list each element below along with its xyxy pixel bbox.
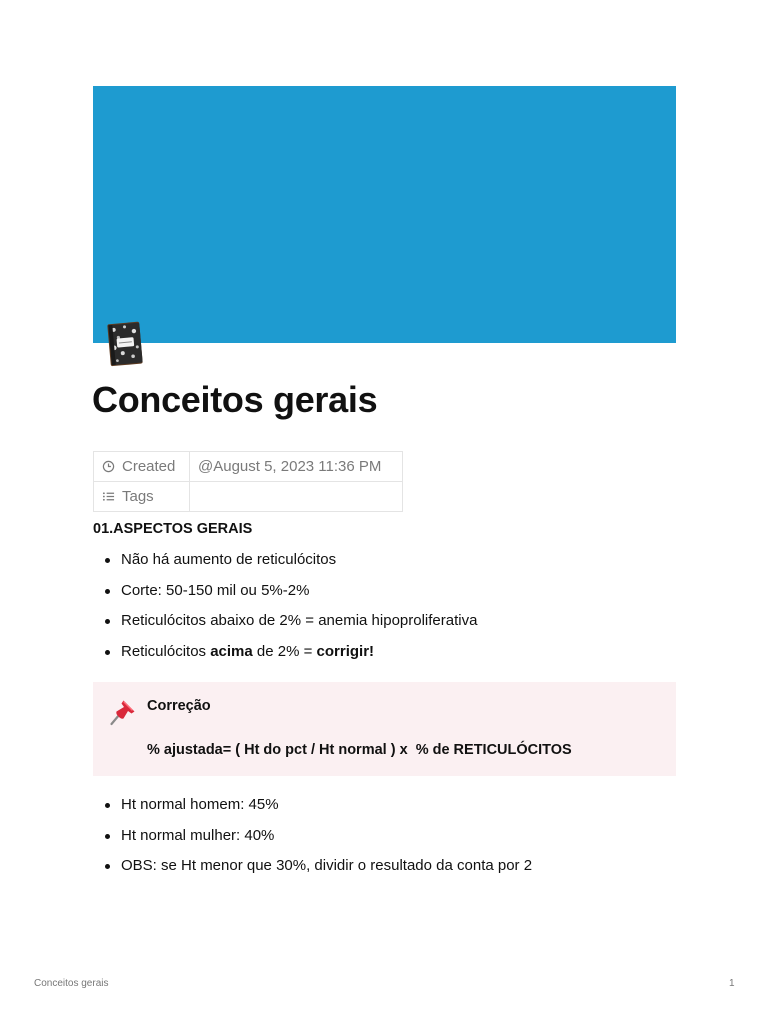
list-item — [93, 641, 477, 672]
callout-title: Correção — [147, 698, 211, 714]
bold-text: corrigir! — [316, 643, 375, 661]
callout-formula: % ajustada= ( Ht do pct / Ht normal ) x % de RETICULÓCITOS — [147, 742, 572, 758]
list-item: Corte: 50-150 mil ou 5%-2% — [93, 580, 477, 611]
section-heading: 01.ASPECTOS GERAIS — [93, 521, 253, 537]
bold-text: acima — [210, 643, 253, 661]
page-title: Conceitos gerais — [92, 379, 378, 420]
footer-doc-title: Conceitos gerais — [34, 978, 109, 989]
property-label-text: Tags — [122, 488, 154, 505]
callout-block — [93, 682, 676, 776]
property-label-tags — [94, 482, 190, 512]
bullet-list-aspectos — [93, 549, 477, 672]
pushpin-icon — [108, 697, 138, 727]
list-item: Ht normal homem: 45% — [93, 794, 532, 825]
composition-notebook-icon — [100, 318, 148, 370]
list-icon — [102, 490, 115, 503]
property-row-created — [94, 452, 403, 482]
properties-table — [93, 451, 403, 512]
list-item: OBS: se Ht menor que 30%, dividir o resultado da conta por 2 — [93, 855, 532, 886]
list-item: Reticulócitos abaixo de 2% = anemia hipoproliferativa — [93, 610, 477, 641]
property-label-created — [94, 452, 190, 482]
property-value-tags[interactable] — [190, 482, 403, 512]
property-row-tags — [94, 482, 403, 512]
bullet-list-ht — [93, 794, 532, 886]
text-run: de 2% = — [252, 643, 317, 661]
page-cover — [93, 86, 676, 343]
list-item: Ht normal mulher: 40% — [93, 825, 532, 856]
property-value-created[interactable]: @August 5, 2023 11:36 PM — [190, 452, 403, 482]
footer-page-number: 1 — [729, 978, 735, 989]
list-item: Não há aumento de reticulócitos — [93, 549, 477, 580]
property-label-text: Created — [122, 458, 176, 475]
text-run: Reticulócitos — [121, 643, 211, 661]
clock-icon — [102, 460, 115, 473]
